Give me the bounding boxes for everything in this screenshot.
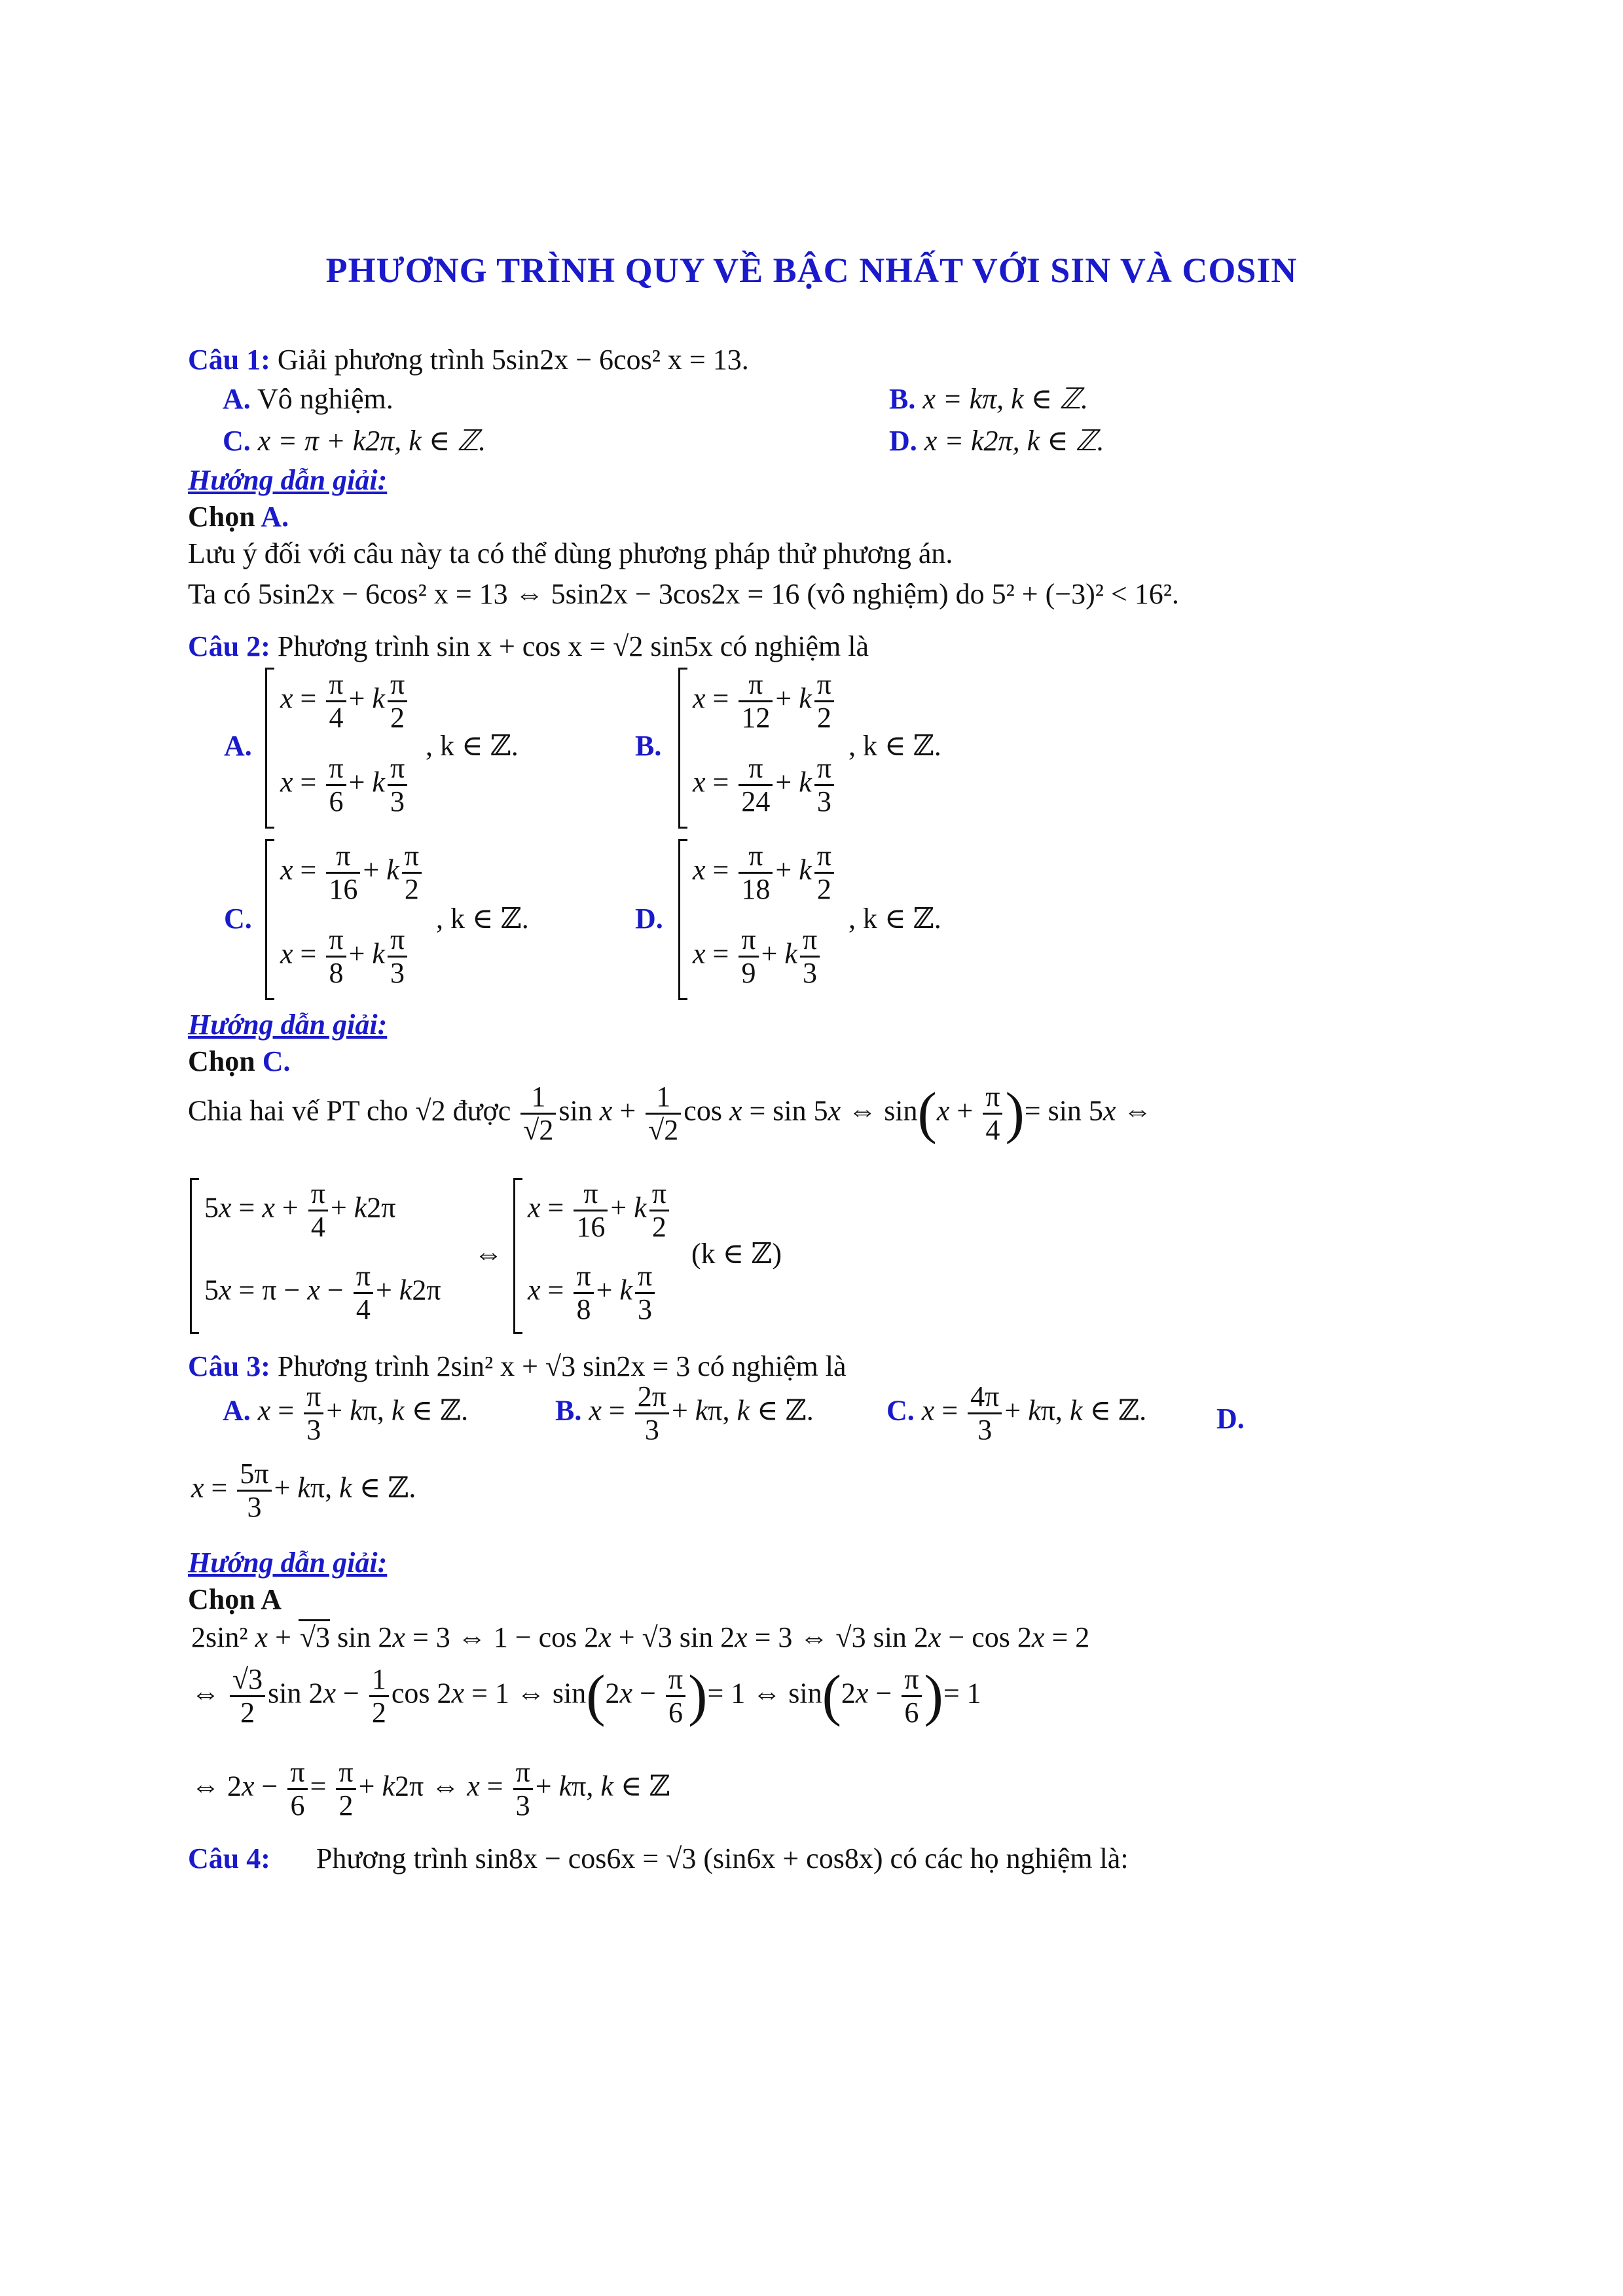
q3-guide-heading: Hướng dẫn giải: xyxy=(188,1547,388,1579)
q2-solution-sys-left-1: 5x = x + $\frac{\pi}{4}$ + k2π xyxy=(204,1177,396,1243)
q2-option-c-line-2: x = $\frac{\pi}{8}$ + k $\frac{\pi}{3}$ xyxy=(280,924,410,989)
question-1-text: Giải phương trình xyxy=(277,344,484,376)
q1-note: Lưu ý đối với câu này ta có thể dùng phương pháp thử phương án. xyxy=(188,537,953,569)
question-1: Câu 1: Giải phương trình 5sin2x − 6cos² x = 13. xyxy=(188,344,749,376)
q2-option-b-line-2: x = $\frac{\pi}{24}$ + k $\frac{\pi}{3}$ xyxy=(693,753,837,817)
q2-solution-bracket-left xyxy=(190,1178,198,1334)
q2-option-a-label: A. xyxy=(224,730,252,762)
q2-option-d-line-1: x = $\frac{\pi}{18}$ + k $\frac{\pi}{2}$ xyxy=(693,840,837,905)
q3-option-d: x = $\frac{5\pi}{3}$ + kπ, k ∈ ℤ. xyxy=(191,1458,416,1523)
q3-option-a-label: A. xyxy=(223,1394,251,1427)
q3-option-d-label: D. xyxy=(1216,1403,1245,1435)
q2-option-b-kz: , k ∈ ℤ. xyxy=(848,730,941,762)
q2-option-c-bracket xyxy=(265,839,274,1000)
q2-option-b-label: B. xyxy=(635,730,662,762)
q1-option-d xyxy=(889,423,1104,459)
q2-option-d-label: D. xyxy=(635,903,663,935)
q2-option-a-bracket xyxy=(265,668,274,829)
q2-solution-kz: (k ∈ ℤ) xyxy=(691,1238,782,1270)
q1-choose-label: Chọn xyxy=(188,501,255,533)
q1-option-c-label: C. xyxy=(223,425,251,457)
q1-option-b-text: x = kπ, k ∈ ℤ. xyxy=(922,383,1089,415)
q1-guide-heading: Hướng dẫn giải: xyxy=(188,464,388,496)
q2-option-a-line-1: x = $\frac{\pi}{4}$ + k $\frac{\pi}{2}$ xyxy=(280,669,410,734)
q2-option-d-line-2: x = $\frac{\pi}{9}$ + k $\frac{\pi}{3}$ xyxy=(693,924,822,989)
q3-option-b: B. x = $\frac{2\pi}{3}$ + kπ, k ∈ ℤ. xyxy=(555,1380,814,1446)
q1-option-a-label: A. xyxy=(223,383,251,415)
question-4-label: Câu 4: xyxy=(188,1842,270,1874)
q1-solution: Ta có 5sin2x − 6cos² x = 13 ⇔ 5sin2x − 3cos2x = 16 (vô nghiệm) do 5² + (−3)² < 16². xyxy=(188,578,1179,610)
q2-option-d-kz: , k ∈ ℤ. xyxy=(848,903,941,935)
q3-option-c: C. x = $\frac{4\pi}{3}$ + kπ, k ∈ ℤ. xyxy=(886,1380,1147,1446)
question-1-equation: 5sin2x − 6cos² x = 13 xyxy=(491,344,742,376)
question-1-label: Câu 1: xyxy=(188,344,270,376)
q1-answer-letter: A. xyxy=(261,501,289,533)
q2-option-c-line-1: x = $\frac{\pi}{16}$ + k $\frac{\pi}{2}$ xyxy=(280,840,424,905)
q2-solution-sys-right-2: x = $\frac{\pi}{8}$ + k $\frac{\pi}{3}$ xyxy=(528,1261,657,1325)
q2-solution-sys-right-1: x = $\frac{\pi}{16}$ + k $\frac{\pi}{2}$ xyxy=(528,1178,672,1243)
q2-solution-bracket-right xyxy=(513,1178,522,1334)
q2-guide-heading: Hướng dẫn giải: xyxy=(188,1009,388,1041)
q3-option-a: A. x = $\frac{\pi}{3}$ + kπ, k ∈ ℤ. xyxy=(223,1380,469,1446)
q2-solution-equiv: ⇔ xyxy=(474,1238,503,1270)
question-2-text: Phương trình sin x + cos x = √2 sin5x có nghiệm là xyxy=(277,630,869,662)
q1-option-c-text: x = π + k2π, k ∈ ℤ. xyxy=(257,425,486,457)
q3-solution-line-1: 2sin² x + √3 sin 2x = 3 ⇔ 1 − cos 2x + √3 sin 2x = 3 ⇔ √3 sin 2x − cos 2x = 2 xyxy=(191,1619,1089,1656)
page-title: PHƯƠNG TRÌNH QUY VỀ BẬC NHẤT VỚI SIN VÀ COSIN xyxy=(325,251,1298,290)
q2-option-c-kz: , k ∈ ℤ. xyxy=(436,903,529,935)
q2-answer-letter: C. xyxy=(262,1045,291,1077)
question-3 xyxy=(188,1348,847,1385)
question-2-label: Câu 2: xyxy=(188,630,270,662)
question-3-label: Câu 3: xyxy=(188,1350,270,1382)
q2-option-a-line-2: x = $\frac{\pi}{6}$ + k $\frac{\pi}{3}$ xyxy=(280,753,410,817)
q3-answer: Chọn A xyxy=(188,1583,282,1615)
q3-option-c-label: C. xyxy=(886,1394,915,1427)
q1-option-a xyxy=(223,381,393,418)
q3-option-b-label: B. xyxy=(555,1394,582,1427)
q1-option-c xyxy=(223,423,486,459)
question-3-text: Phương trình 2sin² x + √3 sin2x = 3 có nghiệm là xyxy=(277,1350,847,1382)
q1-option-d-label: D. xyxy=(889,425,917,457)
q2-solution-sys-left-2: 5x = π − x − $\frac{\pi}{4}$ + k2π xyxy=(204,1260,441,1325)
q2-option-b-line-1: x = $\frac{\pi}{12}$ + k $\frac{\pi}{2}$ xyxy=(693,669,837,734)
q1-answer xyxy=(188,499,289,535)
q2-option-c-label: C. xyxy=(224,903,252,935)
q2-solution-line-1: Chia hai vế PT cho √2 được $\frac{1}{√2}$ sin x + $\frac{1}{√2}$ cos x = sin 5x ⇔ sin(x + $\frac{\pi}{4}$ )= sin 5x ⇔ xyxy=(188,1081,1152,1146)
question-2 xyxy=(188,628,869,665)
q1-option-b xyxy=(889,381,1088,418)
q2-option-a-kz: , k ∈ ℤ. xyxy=(426,730,519,762)
q2-answer xyxy=(188,1043,291,1080)
question-4-text: Phương trình sin8x − cos6x = √3 (sin6x + cos8x) có các họ nghiệm là: xyxy=(316,1842,1129,1874)
q3-solution-line-2: ⇔ $\frac{√3}{2}$ sin 2x − $\frac{1}{2}$ cos 2x = 1 ⇔ sin(2x − $\frac{\pi}{6}$ )= 1 ⇔ sin(2x − $\frac{\pi}{6}$ )= 1 xyxy=(191,1663,981,1729)
q2-option-b-bracket xyxy=(678,668,687,829)
q1-option-a-text: Vô nghiệm. xyxy=(257,383,393,415)
q1-option-b-label: B. xyxy=(889,383,916,415)
q2-choose-label: Chọn xyxy=(188,1045,255,1077)
q2-solution-prefix: Chia hai vế PT cho √2 được xyxy=(188,1094,511,1127)
q2-option-d-bracket xyxy=(678,839,687,1000)
q3-solution-line-3: ⇔ 2x − $\frac{\pi}{6}$ = $\frac{\pi}{2}$ + k2π ⇔ x = $\frac{\pi}{3}$ + kπ, k ∈ ℤ xyxy=(191,1756,670,1821)
question-4 xyxy=(188,1840,1129,1877)
q1-option-d-text: x = k2π, k ∈ ℤ. xyxy=(924,425,1104,457)
